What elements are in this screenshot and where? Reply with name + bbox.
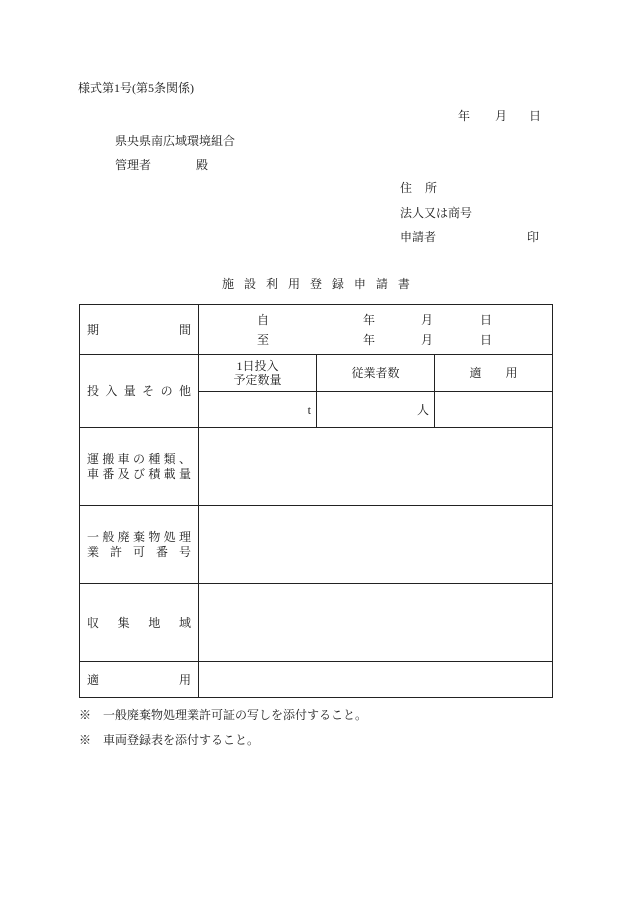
period-label-cell [80, 305, 199, 355]
label-glyph: 住 [400, 181, 413, 195]
input-header-row [80, 355, 553, 392]
company-name-label: 法人又は商号 [400, 206, 473, 220]
note-vehicle-list: ※ 車両登録表を添付すること。 [79, 733, 260, 747]
application-table [79, 304, 553, 698]
label-glyph: の [160, 384, 173, 398]
daily-amount-header-line2: 予定数量 [233, 373, 282, 387]
period-to-label: 至 [257, 333, 270, 347]
label-glyph: 車 [87, 467, 100, 481]
addressee-honorific: 殿 [196, 158, 209, 172]
label-glyph: 物 [148, 530, 161, 544]
label-glyph: 許 [109, 545, 122, 559]
area-row [80, 584, 553, 662]
period-from-year: 年 [363, 313, 376, 327]
label-glyph: 廃 [117, 530, 130, 544]
address-label [400, 181, 437, 195]
label-glyph: 類 [163, 452, 176, 466]
employees-unit: 人 [416, 402, 429, 417]
remarks-row [80, 662, 553, 698]
area-value-cell [199, 584, 553, 662]
input-remarks-cell [435, 392, 553, 428]
label-glyph: 所 [424, 181, 437, 195]
label-glyph: 利 [265, 277, 278, 291]
area-label-cell [80, 584, 199, 662]
permit-row [80, 506, 553, 584]
label-glyph: 設 [243, 277, 256, 291]
date-day-label: 日 [529, 109, 542, 123]
label-glyph: 適 [469, 366, 482, 380]
remarks-label-cell [80, 662, 199, 698]
period-to-month: 月 [421, 333, 434, 347]
remarks-value-cell [199, 662, 553, 698]
label-glyph: 集 [117, 615, 130, 630]
label-glyph: 域 [178, 615, 191, 630]
label-glyph: 量 [123, 384, 136, 398]
label-glyph: 車 [117, 452, 130, 466]
label-glyph: 運 [87, 452, 100, 466]
daily-amount-cell [199, 392, 317, 428]
period-label [87, 323, 191, 337]
applicant-label: 申請者 [400, 230, 437, 244]
label-glyph: 用 [287, 277, 300, 291]
label-glyph: 業 [87, 545, 100, 559]
label-glyph: 施 [222, 277, 235, 291]
label-glyph: 書 [397, 277, 410, 291]
employees-cell [317, 392, 435, 428]
input-label-cell [80, 355, 199, 428]
period-to-year: 年 [363, 333, 376, 347]
label-glyph: び [132, 467, 145, 481]
label-glyph: の [132, 452, 145, 466]
label-glyph: 般 [102, 530, 115, 544]
vehicle-label-cell [80, 428, 199, 506]
label-glyph: 申 [353, 277, 366, 291]
addressee-title: 管理者 [115, 158, 152, 172]
label-glyph: 搬 [102, 452, 115, 466]
permit-value-cell [199, 506, 553, 584]
permit-label-cell [80, 506, 199, 584]
label-glyph: 、 [178, 452, 191, 466]
label-glyph: 号 [178, 545, 191, 559]
label-glyph: そ [142, 384, 155, 398]
label-glyph: 載 [163, 467, 176, 481]
input-remarks-header [435, 355, 553, 392]
vehicle-row [80, 428, 553, 506]
daily-amount-unit: t [307, 402, 311, 417]
vehicle-label-line2 [87, 467, 191, 481]
label-glyph: 適 [87, 672, 100, 687]
form-number: 様式第1号(第5条関係) [78, 81, 194, 95]
input-label [87, 384, 191, 398]
vehicle-label-line1 [87, 452, 191, 466]
employees-header [317, 355, 435, 392]
label-glyph: 請 [375, 277, 388, 291]
remarks-label [87, 673, 191, 687]
seal-mark: 印 [527, 230, 540, 244]
date-month-label: 月 [495, 109, 508, 123]
input-remarks-header-label [470, 366, 518, 380]
area-label [87, 616, 191, 630]
permit-label-line2 [87, 545, 191, 559]
period-to-day: 日 [480, 333, 493, 347]
label-glyph: 用 [505, 366, 518, 380]
period-value-cell [199, 305, 553, 355]
label-glyph: 期 [87, 322, 100, 337]
vehicle-value-cell [199, 428, 553, 506]
document-title [222, 277, 410, 291]
note-permit-copy: ※ 一般廃棄物処理業許可証の写しを添付すること。 [79, 708, 368, 722]
label-glyph: 用 [178, 672, 191, 687]
permit-label-line1 [87, 530, 191, 544]
label-glyph: 積 [148, 467, 161, 481]
daily-amount-header-line1: 1日投入 [236, 359, 279, 373]
employees-header-label: 従業者数 [351, 366, 400, 380]
label-glyph: 可 [132, 545, 145, 559]
label-glyph: 収 [87, 615, 100, 630]
date-year-label: 年 [458, 109, 471, 123]
period-from-month: 月 [421, 313, 434, 327]
label-glyph: 処 [163, 530, 176, 544]
label-glyph: 録 [331, 277, 344, 291]
period-from-day: 日 [480, 313, 493, 327]
label-glyph: 番 [155, 545, 168, 559]
label-glyph: 投 [87, 384, 100, 398]
label-glyph: 登 [309, 277, 322, 291]
label-glyph: 棄 [132, 530, 145, 544]
label-glyph: 地 [148, 615, 161, 630]
label-glyph: 及 [117, 467, 130, 481]
label-glyph: 他 [178, 384, 191, 398]
label-glyph: 入 [105, 384, 118, 398]
addressee-organization: 県央県南広域環境組合 [115, 134, 236, 148]
label-glyph: 理 [178, 530, 191, 544]
label-glyph: 種 [148, 452, 161, 466]
label-glyph: 一 [87, 530, 100, 544]
label-glyph: 量 [178, 467, 191, 481]
period-row [80, 305, 553, 355]
label-glyph: 番 [102, 467, 115, 481]
daily-amount-header [199, 355, 317, 392]
period-from-label: 自 [257, 313, 270, 327]
label-glyph: 間 [178, 322, 191, 337]
